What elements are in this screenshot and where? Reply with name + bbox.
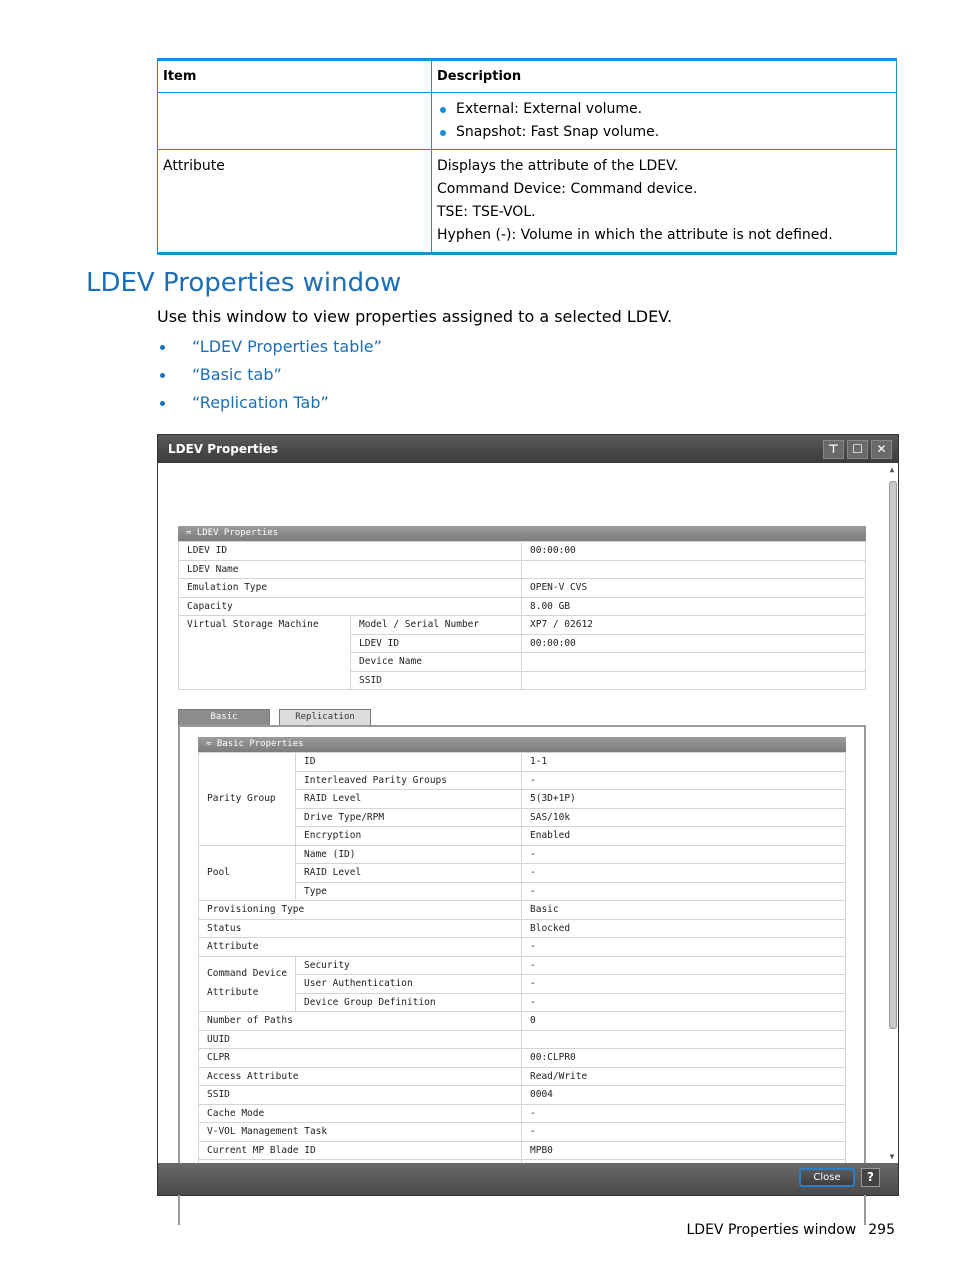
property-value: 00:00:00 [522,634,866,653]
table-row [199,1067,846,1086]
property-label: Cache Mode [199,1104,522,1123]
property-label: Type [296,882,522,901]
property-value: - [522,956,846,975]
property-value: - [522,845,846,864]
property-label: Number of Paths [199,1012,522,1031]
property-value: - [522,993,846,1012]
property-label: SSID [351,671,522,690]
panel-heading[interactable]: ≈ LDEV Properties [178,526,866,541]
column-header-description: Description [432,60,897,93]
table-cell-item [158,93,432,150]
footer-label: LDEV Properties window [686,1222,857,1238]
list-item: Snapshot: Fast Snap volume. [437,121,891,144]
tab-content-frame [178,725,866,1225]
table-header-row [158,60,897,93]
tab-bar [178,709,371,725]
table-row [199,993,846,1012]
property-value [522,671,866,690]
table-row [199,1012,846,1031]
table-row [179,597,866,616]
property-label: Encryption [296,827,522,846]
property-label: V-VOL Management Task [199,1123,522,1142]
property-group-label: Parity Group [199,753,296,846]
property-value [522,653,866,672]
table-row [199,1086,846,1105]
scroll-thumb[interactable] [889,481,897,1029]
link-replication-tab[interactable]: “Replication Tab” [192,393,329,412]
table-row [199,827,846,846]
property-value: MPB0 [522,1141,846,1160]
property-group-label: Command Device Attribute [199,956,296,1012]
maximize-icon[interactable]: ☐ [847,440,868,459]
table-row [199,790,846,809]
property-value [522,1030,846,1049]
property-label: Emulation Type [179,579,522,598]
table-row [199,901,846,920]
ldev-properties-window [157,434,899,1196]
window-title: LDEV Properties [168,442,279,456]
description-line: TSE: TSE-VOL. [437,204,536,220]
table-row [199,845,846,864]
property-label: SSID [199,1086,522,1105]
tab-replication[interactable]: Replication [279,709,371,726]
property-label: Capacity [179,597,522,616]
property-value: - [522,1123,846,1142]
close-button[interactable]: Close [799,1168,855,1187]
link-list [157,335,382,419]
table-row [199,864,846,883]
property-label: Status [199,919,522,938]
table-row [179,560,866,579]
property-value: - [522,938,846,957]
property-label: RAID Level [296,790,522,809]
ldev-properties-table [178,541,866,690]
window-title-bar [158,435,898,463]
page-number: 295 [868,1222,895,1238]
property-label: Name (ID) [296,845,522,864]
property-label: Interleaved Parity Groups [296,771,522,790]
property-label: Provisioning Type [199,901,522,920]
page-footer [686,1222,895,1238]
property-value: Enabled [522,827,846,846]
property-value: Basic [522,901,846,920]
table-row [179,616,866,635]
table-row [199,1141,846,1160]
basic-properties-table [198,752,846,1179]
property-value: 0 [522,1012,846,1031]
table-row [158,93,897,150]
property-label: LDEV Name [179,560,522,579]
property-value: SAS/10k [522,808,846,827]
scroll-down-icon[interactable]: ▼ [889,1152,895,1161]
window-footer [158,1163,898,1195]
table-row [199,938,846,957]
list-item [157,363,382,391]
table-row [199,1049,846,1068]
property-label: Security [296,956,522,975]
property-label: Current MP Blade ID [199,1141,522,1160]
property-label: LDEV ID [179,542,522,561]
property-label: Access Attribute [199,1067,522,1086]
basic-properties-panel [198,737,846,1179]
table-row [199,771,846,790]
table-row [199,1123,846,1142]
property-value: 1-1 [522,753,846,772]
list-item: External: External volume. [437,98,891,121]
window-body [158,463,898,1163]
scroll-up-icon[interactable]: ▲ [889,465,895,474]
pin-icon[interactable]: ⊤ [823,440,844,459]
property-value: XP7 / 02612 [522,616,866,635]
table-row [199,975,846,994]
property-label: LDEV ID [351,634,522,653]
property-label: Device Name [351,653,522,672]
property-value: - [522,1104,846,1123]
table-cell-description [432,150,897,254]
link-ldev-properties-table[interactable]: “LDEV Properties table” [192,337,382,356]
table-row [199,808,846,827]
property-label: Drive Type/RPM [296,808,522,827]
column-header-item: Item [158,60,432,93]
property-label: CLPR [199,1049,522,1068]
property-value: - [522,882,846,901]
table-row [199,753,846,772]
close-icon[interactable]: ✕ [871,440,892,459]
property-label: User Authentication [296,975,522,994]
section-title: LDEV Properties window [86,268,402,298]
property-label: UUID [199,1030,522,1049]
table-row [199,882,846,901]
vertical-scrollbar[interactable] [888,465,896,1161]
table-row [199,1104,846,1123]
property-label: Device Group Definition [296,993,522,1012]
table-row [158,150,897,254]
property-value: 5(3D+1P) [522,790,846,809]
property-value: Read/Write [522,1067,846,1086]
property-label: ID [296,753,522,772]
ldev-properties-panel [178,526,866,690]
tab-basic[interactable]: Basic [178,709,270,726]
table-cell-item: Attribute [158,150,432,254]
intro-text: Use this window to view properties assigned to a selected LDEV. [157,307,673,326]
property-group-label: Virtual Storage Machine [179,616,351,690]
table-row [199,956,846,975]
property-value [522,560,866,579]
description-table [157,58,897,255]
property-value: - [522,864,846,883]
property-value: 8.00 GB [522,597,866,616]
property-value: OPEN-V CVS [522,579,866,598]
property-value: Blocked [522,919,846,938]
description-line: Command Device: Command device. [437,181,698,197]
property-value: - [522,771,846,790]
link-basic-tab[interactable]: “Basic tab” [192,365,282,384]
description-line: Hyphen (-): Volume in which the attribute is not defined. [437,227,833,243]
list-item [157,391,382,419]
property-value: - [522,975,846,994]
property-label: RAID Level [296,864,522,883]
property-value: 0004 [522,1086,846,1105]
panel-heading[interactable]: ≈ Basic Properties [198,737,846,752]
table-row [179,542,866,561]
property-label: Attribute [199,938,522,957]
table-row [199,1030,846,1049]
property-label: Model / Serial Number [351,616,522,635]
description-line: Displays the attribute of the LDEV. [437,158,679,174]
property-value: 00:CLPR0 [522,1049,846,1068]
table-row [199,919,846,938]
property-group-label: Pool [199,845,296,901]
table-row [179,579,866,598]
help-button[interactable]: ? [861,1168,880,1187]
table-cell-description [432,93,897,150]
list-item [157,335,382,363]
property-value: 00:00:00 [522,542,866,561]
